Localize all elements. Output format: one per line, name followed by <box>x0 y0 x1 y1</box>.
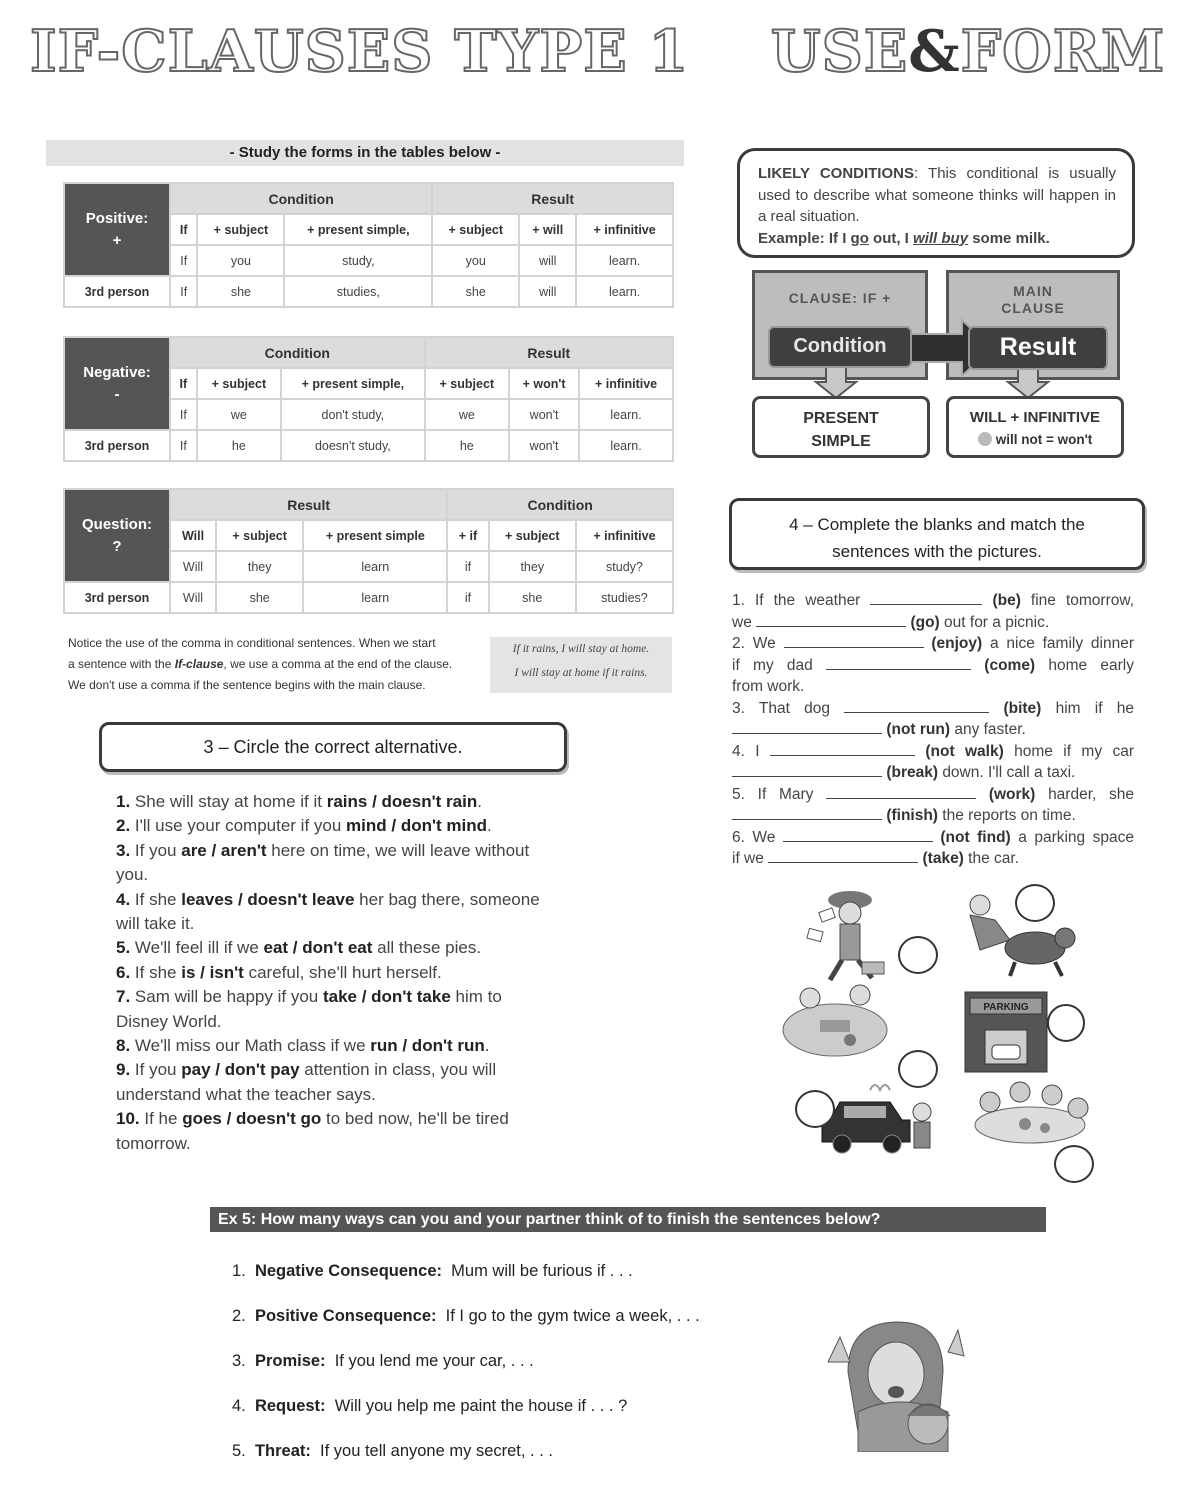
ex4-line <box>732 698 1134 720</box>
blank-input[interactable] <box>732 805 882 820</box>
table-cell: they <box>216 551 303 582</box>
blank-input[interactable] <box>826 655 971 670</box>
ex4-text <box>732 590 1134 870</box>
ex4-line <box>732 762 1134 784</box>
likely-text: : This conditional is usually used to describe what someone thinks will happen in a real situation. <box>758 165 1116 225</box>
ex4-text-part: 3. That dog <box>732 699 830 717</box>
item-choice[interactable]: are / aren't <box>181 840 267 860</box>
item-number: 5. <box>116 938 131 958</box>
item-number: 4. <box>116 889 131 909</box>
table-cell: + subject <box>425 368 509 399</box>
table-cell: + subject <box>489 520 576 551</box>
picture-family-dinner <box>975 1082 1088 1143</box>
list-item <box>116 839 546 888</box>
ex4-header-line: 4 – Complete the blanks and match the <box>789 515 1085 534</box>
positive-symbol: + <box>112 231 122 249</box>
ex4-text-part: if my dad <box>732 656 813 674</box>
item-number: 7. <box>116 987 131 1007</box>
ex4-line <box>732 590 1134 612</box>
table-cell: If <box>170 399 197 430</box>
item-text: If you <box>134 1060 182 1080</box>
ex4-verb: (not walk) <box>925 742 1004 760</box>
table-cell: + infinitive <box>576 214 673 245</box>
ex4-text-part: harder, she <box>1048 785 1135 803</box>
list-item <box>116 1058 546 1107</box>
table-cell: + subject <box>197 368 281 399</box>
item-text: We'll miss our Math class if we <box>134 1036 371 1056</box>
ex4-text-part: 2. We <box>732 635 776 652</box>
ex4-verb: (finish) <box>886 807 938 824</box>
ex4-verb: (bite) <box>1003 699 1042 717</box>
item-text: her bag there, someone will take it. <box>116 889 540 934</box>
item-text: If you tell anyone my secret, . . . <box>320 1442 553 1460</box>
ex4-text-part: 4. I <box>732 742 760 760</box>
table-cell: + subject <box>432 214 519 245</box>
ex4-text-part: fine tomorrow, <box>1030 592 1134 609</box>
item-text: She will stay at home if it <box>134 792 327 811</box>
ex3-header: 3 – Circle the correct alternative. <box>99 722 567 772</box>
title-part2: USE <box>770 18 909 85</box>
table-cell: If <box>170 368 197 399</box>
item-choice[interactable]: is / isn't <box>181 962 244 982</box>
question-label-text: Question: <box>82 515 152 533</box>
table-cell: will <box>519 276 576 307</box>
ex4-text-part: out for a picnic. <box>944 613 1050 631</box>
item-choice[interactable]: mind / don't mind <box>346 816 488 836</box>
likely-example: Example: If I <box>758 229 851 247</box>
blank-input[interactable] <box>768 848 918 863</box>
comma-example: I will stay at home if it rains. <box>514 667 648 679</box>
ex4-verb: (enjoy) <box>931 635 983 652</box>
answer-circle[interactable] <box>898 1050 938 1088</box>
question-symbol: ? <box>112 537 122 555</box>
ex4-verb: (break) <box>886 764 938 781</box>
ex4-line <box>732 805 1134 827</box>
list-item <box>116 790 546 814</box>
item-text: . <box>477 792 482 811</box>
ex4-verb: (come) <box>984 656 1036 674</box>
blank-input[interactable] <box>783 827 933 842</box>
list-item <box>116 1034 546 1058</box>
notice-line <box>68 654 483 675</box>
blank-input[interactable] <box>756 612 906 627</box>
table-cell: Will <box>170 582 216 613</box>
ex3-list <box>116 790 546 1156</box>
item-number: 1. <box>232 1262 246 1280</box>
table-cell: learn. <box>576 245 673 276</box>
table-cell: he <box>197 430 281 461</box>
page-title <box>30 18 1180 98</box>
table-cell: we <box>197 399 281 430</box>
notice-if-clause: If-clause <box>174 657 224 671</box>
notice-text: , we use a comma at the end of the clause. <box>223 657 453 671</box>
table-cell: learn. <box>579 399 673 430</box>
item-text: If she <box>134 889 182 909</box>
item-choice[interactable]: rains / doesn't rain <box>326 792 478 811</box>
table-cell: he <box>425 430 509 461</box>
present-simple-line: SIMPLE <box>811 433 871 450</box>
ex4-text-part: 6. We <box>732 828 776 846</box>
table-cell: she <box>216 582 303 613</box>
ex4-text-part: down. I'll call a taxi. <box>942 764 1076 781</box>
ex4-text-part: 1. If the weather <box>732 592 861 609</box>
picture-man-running <box>807 891 884 980</box>
table-cell: If <box>170 276 197 307</box>
negative-label <box>64 337 170 430</box>
ex4-verb: (work) <box>988 785 1036 803</box>
main-clause-line: CLAUSE <box>1001 300 1065 316</box>
comma-example-box <box>490 637 672 693</box>
table-cell: you <box>432 245 519 276</box>
item-text: . <box>484 1036 490 1056</box>
third-person-label: 3rd person <box>64 582 170 613</box>
ex4-text-part: any faster. <box>954 721 1026 738</box>
title-amp: & <box>908 18 961 85</box>
negative-symbol: - <box>114 385 120 403</box>
ex5-header-bar: Ex 5: How many ways can you and your partner think of to finish the sentences below? <box>210 1207 1046 1232</box>
clause-if-label: CLAUSE: IF + <box>788 290 892 306</box>
item-number: 8. <box>116 1036 131 1056</box>
item-number: 9. <box>116 1060 131 1080</box>
likely-example: out, I <box>868 229 914 247</box>
table-cell: + will <box>519 214 576 245</box>
item-text: all these pies. <box>372 938 482 958</box>
table-cell: doesn't study, <box>281 430 425 461</box>
present-simple-line: PRESENT <box>803 410 879 427</box>
table-cell: learn. <box>579 430 673 461</box>
table-cell: study, <box>284 245 432 276</box>
ex4-line <box>732 784 1134 806</box>
down-arrow-icon <box>816 366 856 398</box>
ex4-line <box>732 655 1134 677</box>
ex4-text-part: home if my car <box>1014 742 1134 760</box>
ex4-text-part: home early <box>1048 656 1134 674</box>
blank-input[interactable] <box>732 719 882 734</box>
conditional-diagram <box>752 270 1124 460</box>
info-icon <box>978 432 992 446</box>
table-cell: + present simple <box>303 520 447 551</box>
ex4-line <box>732 676 1134 698</box>
positive-label <box>64 183 170 276</box>
item-text: We'll feel ill if we <box>134 938 264 958</box>
table-cell: you <box>197 245 284 276</box>
item-text: If you lend me your car, . . . <box>334 1352 534 1370</box>
ex4-line <box>732 848 1134 870</box>
item-text: If I go to the gym twice a week, . . . <box>445 1307 700 1325</box>
item-number: 3. <box>232 1352 246 1370</box>
ex4-line <box>732 827 1134 849</box>
list-item <box>116 985 546 1034</box>
table-cell: we <box>425 399 509 430</box>
negative-table <box>63 336 674 462</box>
parking-sign: PARKING <box>983 1002 1029 1013</box>
table-cell: studies, <box>284 276 432 307</box>
ex4-line <box>732 719 1134 741</box>
question-col-result: Result <box>170 489 447 520</box>
item-text: attention in class, you will understand what the teacher says. <box>116 1060 497 1104</box>
table-cell: + present simple, <box>281 368 425 399</box>
title-part3: FORM <box>960 18 1166 85</box>
item-label: Request: <box>254 1397 326 1415</box>
item-number: 10. <box>116 1109 140 1129</box>
item-number: 5. <box>232 1442 246 1460</box>
ex4-verb: (not run) <box>886 721 951 738</box>
item-label: Positive Consequence: <box>254 1307 437 1325</box>
comma-example: If it rains, I will stay at home. <box>512 643 650 655</box>
table-cell: + if <box>447 520 488 551</box>
table-cell: don't study, <box>281 399 425 430</box>
answer-circle[interactable] <box>795 1090 835 1128</box>
main-clause-line: MAIN <box>1013 283 1053 299</box>
item-choice[interactable]: run / don't run <box>370 1036 485 1056</box>
table-cell: learn <box>303 551 447 582</box>
table-cell: will <box>519 245 576 276</box>
ex4-text-part: 5. If Mary <box>732 785 814 803</box>
positive-col-result: Result <box>432 183 673 214</box>
ex4-text-part: we <box>732 613 752 631</box>
notice-text: a sentence with the <box>68 657 175 671</box>
table-cell: If <box>170 245 197 276</box>
table-cell: + infinitive <box>576 520 673 551</box>
item-label: Promise: <box>254 1352 326 1370</box>
list-item <box>232 1442 792 1487</box>
present-simple-box <box>752 396 930 458</box>
item-text: him to Disney World. <box>116 987 502 1031</box>
will-infinitive-label: WILL + INFINITIVE <box>969 409 1101 426</box>
table-cell: + subject <box>216 520 303 551</box>
table-cell: + subject <box>197 214 284 245</box>
ex4-text-part: a parking space <box>1018 828 1135 846</box>
table-cell: Will <box>170 551 216 582</box>
item-choice[interactable]: eat / don't eat <box>263 938 373 958</box>
table-cell: if <box>447 551 488 582</box>
table-cell: she <box>489 582 576 613</box>
item-number: 6. <box>116 962 131 982</box>
table-cell: they <box>489 551 576 582</box>
likely-label: LIKELY CONDITIONS <box>758 165 914 182</box>
negative-col-condition: Condition <box>170 337 425 368</box>
table-cell: won't <box>509 399 579 430</box>
ex4-line <box>732 633 1134 655</box>
picture-broken-car <box>822 1085 931 1153</box>
table-cell: If <box>170 430 197 461</box>
likely-example-will: will buy <box>913 229 969 247</box>
furious-mum-picture <box>808 1312 968 1452</box>
item-text: to bed now, he'll be tired tomorrow. <box>116 1109 509 1153</box>
ex4-text-part: a nice family dinner <box>989 635 1134 652</box>
item-text: If she <box>134 962 182 982</box>
table-cell: if <box>447 582 488 613</box>
positive-table <box>63 182 674 308</box>
blank-input[interactable] <box>870 590 982 605</box>
result-label: Result <box>968 326 1108 370</box>
item-choice[interactable]: take / don't take <box>322 987 451 1007</box>
picture-picnic <box>783 985 887 1056</box>
list-item <box>116 888 546 937</box>
answer-circle[interactable] <box>898 936 938 974</box>
question-col-condition: Condition <box>447 489 673 520</box>
list-item <box>116 814 546 838</box>
table-cell: learn. <box>576 276 673 307</box>
negative-label-text: Negative: <box>83 363 151 381</box>
comma-notice <box>68 633 483 696</box>
item-number: 2. <box>116 816 131 836</box>
question-table <box>63 488 674 614</box>
will-infinitive-box <box>946 396 1124 458</box>
down-arrow-icon <box>1008 366 1048 398</box>
list-item <box>116 1107 546 1156</box>
item-text: Mum will be furious if . . . <box>451 1262 633 1280</box>
list-item <box>116 961 546 985</box>
item-text: Sam will be happy if you <box>134 987 323 1007</box>
table-cell: study? <box>576 551 673 582</box>
will-not-label: will not = won't <box>995 432 1093 447</box>
item-text: Will you help me paint the house if . . . ? <box>334 1397 628 1415</box>
positive-label-text: Positive: <box>85 209 149 227</box>
answer-circle[interactable] <box>1015 884 1055 922</box>
list-item <box>232 1307 792 1352</box>
table-cell: If <box>170 214 197 245</box>
item-number: 2. <box>232 1307 246 1325</box>
table-cell: studies? <box>576 582 673 613</box>
table-cell: she <box>432 276 519 307</box>
notice-line: We don't use a comma if the sentence begins with the main clause. <box>68 678 426 692</box>
ex4-text-part: from work. <box>732 678 805 695</box>
item-choice[interactable]: pay / don't pay <box>181 1060 300 1080</box>
positive-col-condition: Condition <box>170 183 432 214</box>
blank-input[interactable] <box>784 633 924 648</box>
answer-circle[interactable] <box>1054 1145 1094 1183</box>
ex4-header-line: sentences with the pictures. <box>832 542 1042 561</box>
list-item <box>116 936 546 960</box>
blank-input[interactable] <box>844 698 989 713</box>
blank-input[interactable] <box>732 762 882 777</box>
ex4-header <box>729 498 1145 570</box>
likely-conditions-box <box>737 148 1135 258</box>
will-not-line <box>949 429 1121 451</box>
table-cell: + present simple, <box>284 214 432 245</box>
list-item <box>232 1352 792 1397</box>
likely-example: some milk. <box>968 229 1050 247</box>
table-cell: she <box>197 276 284 307</box>
ex4-text-part: the car. <box>968 850 1020 867</box>
third-person-label: 3rd person <box>64 430 170 461</box>
ex4-line <box>732 612 1134 634</box>
answer-circle[interactable] <box>1047 1004 1085 1042</box>
list-item <box>232 1262 792 1307</box>
table-cell: + won't <box>509 368 579 399</box>
ex4-text-part: the reports on time. <box>942 807 1076 824</box>
table-cell: Will <box>170 520 216 551</box>
item-text: careful, she'll hurt herself. <box>243 962 442 982</box>
item-number: 1. <box>116 792 131 811</box>
ex4-verb: (go) <box>910 613 940 631</box>
ex5-list <box>232 1262 792 1487</box>
item-choice[interactable]: goes / doesn't go <box>182 1109 322 1129</box>
item-number: 4. <box>232 1397 246 1415</box>
ex4-verb: (take) <box>922 850 964 867</box>
ex4-text-part: him if he <box>1055 699 1134 717</box>
item-text: . <box>487 816 492 836</box>
table-cell: learn <box>303 582 447 613</box>
item-label: Negative Consequence: <box>254 1262 442 1280</box>
blank-input[interactable] <box>770 741 915 756</box>
ex4-line <box>732 741 1134 763</box>
item-choice[interactable]: leaves / doesn't leave <box>181 889 355 909</box>
ex4-text-part: if we <box>732 850 764 867</box>
item-text: If he <box>144 1109 183 1129</box>
title-part1: IF-CLAUSES TYPE 1 <box>30 18 690 85</box>
blank-input[interactable] <box>826 784 976 799</box>
item-text: I'll use your computer if you <box>134 816 347 836</box>
ex4-verb: (be) <box>992 592 1021 609</box>
item-text: If you <box>134 840 182 860</box>
table-cell: + infinitive <box>579 368 673 399</box>
question-label <box>64 489 170 582</box>
condition-label: Condition <box>768 326 912 368</box>
item-label: Threat: <box>254 1442 311 1460</box>
table-cell: won't <box>509 430 579 461</box>
list-item <box>232 1397 792 1442</box>
negative-col-result: Result <box>425 337 673 368</box>
ex4-verb: (not find) <box>940 828 1011 846</box>
study-banner: - Study the forms in the tables below - <box>46 140 684 166</box>
item-number: 3. <box>116 840 131 860</box>
item-text: here on time, we will leave without you. <box>116 840 530 885</box>
picture-parking <box>965 992 1047 1072</box>
notice-line: Notice the use of the comma in conditional sentences. When we start <box>68 636 436 650</box>
third-person-label: 3rd person <box>64 276 170 307</box>
likely-example-go: go <box>850 229 869 247</box>
